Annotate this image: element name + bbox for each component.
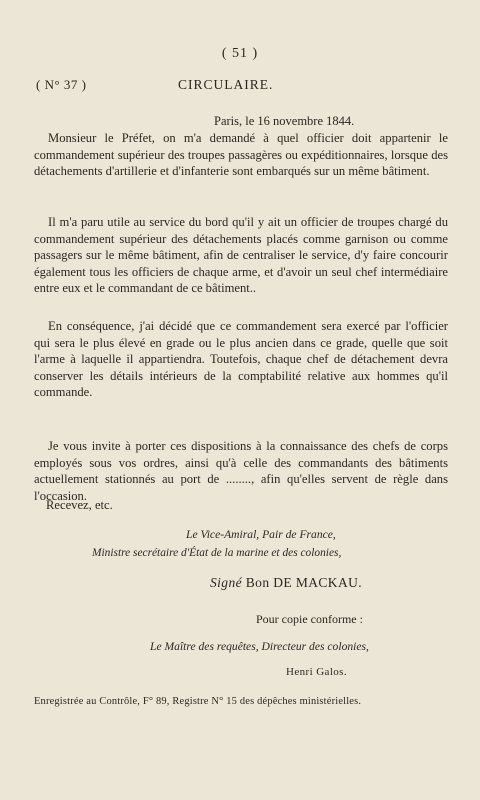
- signed-label: Signé: [210, 575, 242, 590]
- paragraph-3: En conséquence, j'ai décidé que ce commandement sera exercé par l'officier qui sera le plus élevé en grade ou le plus ancien dans ce grade, quelle que soit l'arme à laquelle il appartiendra. Toutefois, chaque chef de détachement devra conserver les détails intérieurs de la comptabilité relative aux hommes qu'il commande.: [34, 319, 448, 400]
- signed-name: Bon DE MACKAU.: [245, 575, 363, 590]
- copy-signatory-title: Le Maître des requêtes, Directeur des colonies,: [150, 640, 369, 653]
- paragraph-4: Je vous invite à porter ces dispositions à la connaissance des chefs de corps employés sous vos ordres, ainsi qu'à celle des commandants des bâtiments actuellement stationnés au port de ........, afin qu'elles servent de règle dans l'occasion.: [34, 439, 448, 503]
- registration-footer: Enregistrée au Contrôle, F° 89, Registre N° 15 des dépêches ministérielles.: [34, 696, 362, 707]
- paragraph-1: Monsieur le Préfet, on m'a demandé à quel officier doit appartenir le commandement supérieur des troupes passagères ou expéditionnaires, lorsque des détachements d'artillerie et d'infanterie sont embarqués sur un même bâtiment.: [34, 131, 448, 179]
- copy-signatory-name: Henri Galos.: [286, 666, 348, 678]
- signatory-title-2: Ministre secrétaire d'État de la marine et des colonies,: [92, 547, 342, 559]
- closing-formula: Recevez, etc.: [46, 498, 113, 512]
- letter-date: Paris, le 16 novembre 1844.: [214, 114, 355, 128]
- signature-line: [210, 575, 362, 591]
- page-number: ( 51 ): [221, 46, 259, 61]
- circular-title: CIRCULAIRE.: [178, 77, 274, 92]
- paragraph-2: Il m'a paru utile au service du bord qu'il y ait un officier de troupes chargé du commandement supérieur des détachements placés comme garnison ou comme passagers sur le même bâtiment, afin de centraliser le service, d'y faire concourir également tous les officiers de chaque arme, et d'avoir un seul chef intermédiaire entre eux et le commandant de ce bâtiment..: [34, 215, 448, 296]
- circular-number: ( N° 37 ): [36, 77, 87, 92]
- signatory-title-1: Le Vice-Amiral, Pair de France,: [186, 528, 336, 541]
- copy-label: Pour copie conforme :: [256, 612, 363, 626]
